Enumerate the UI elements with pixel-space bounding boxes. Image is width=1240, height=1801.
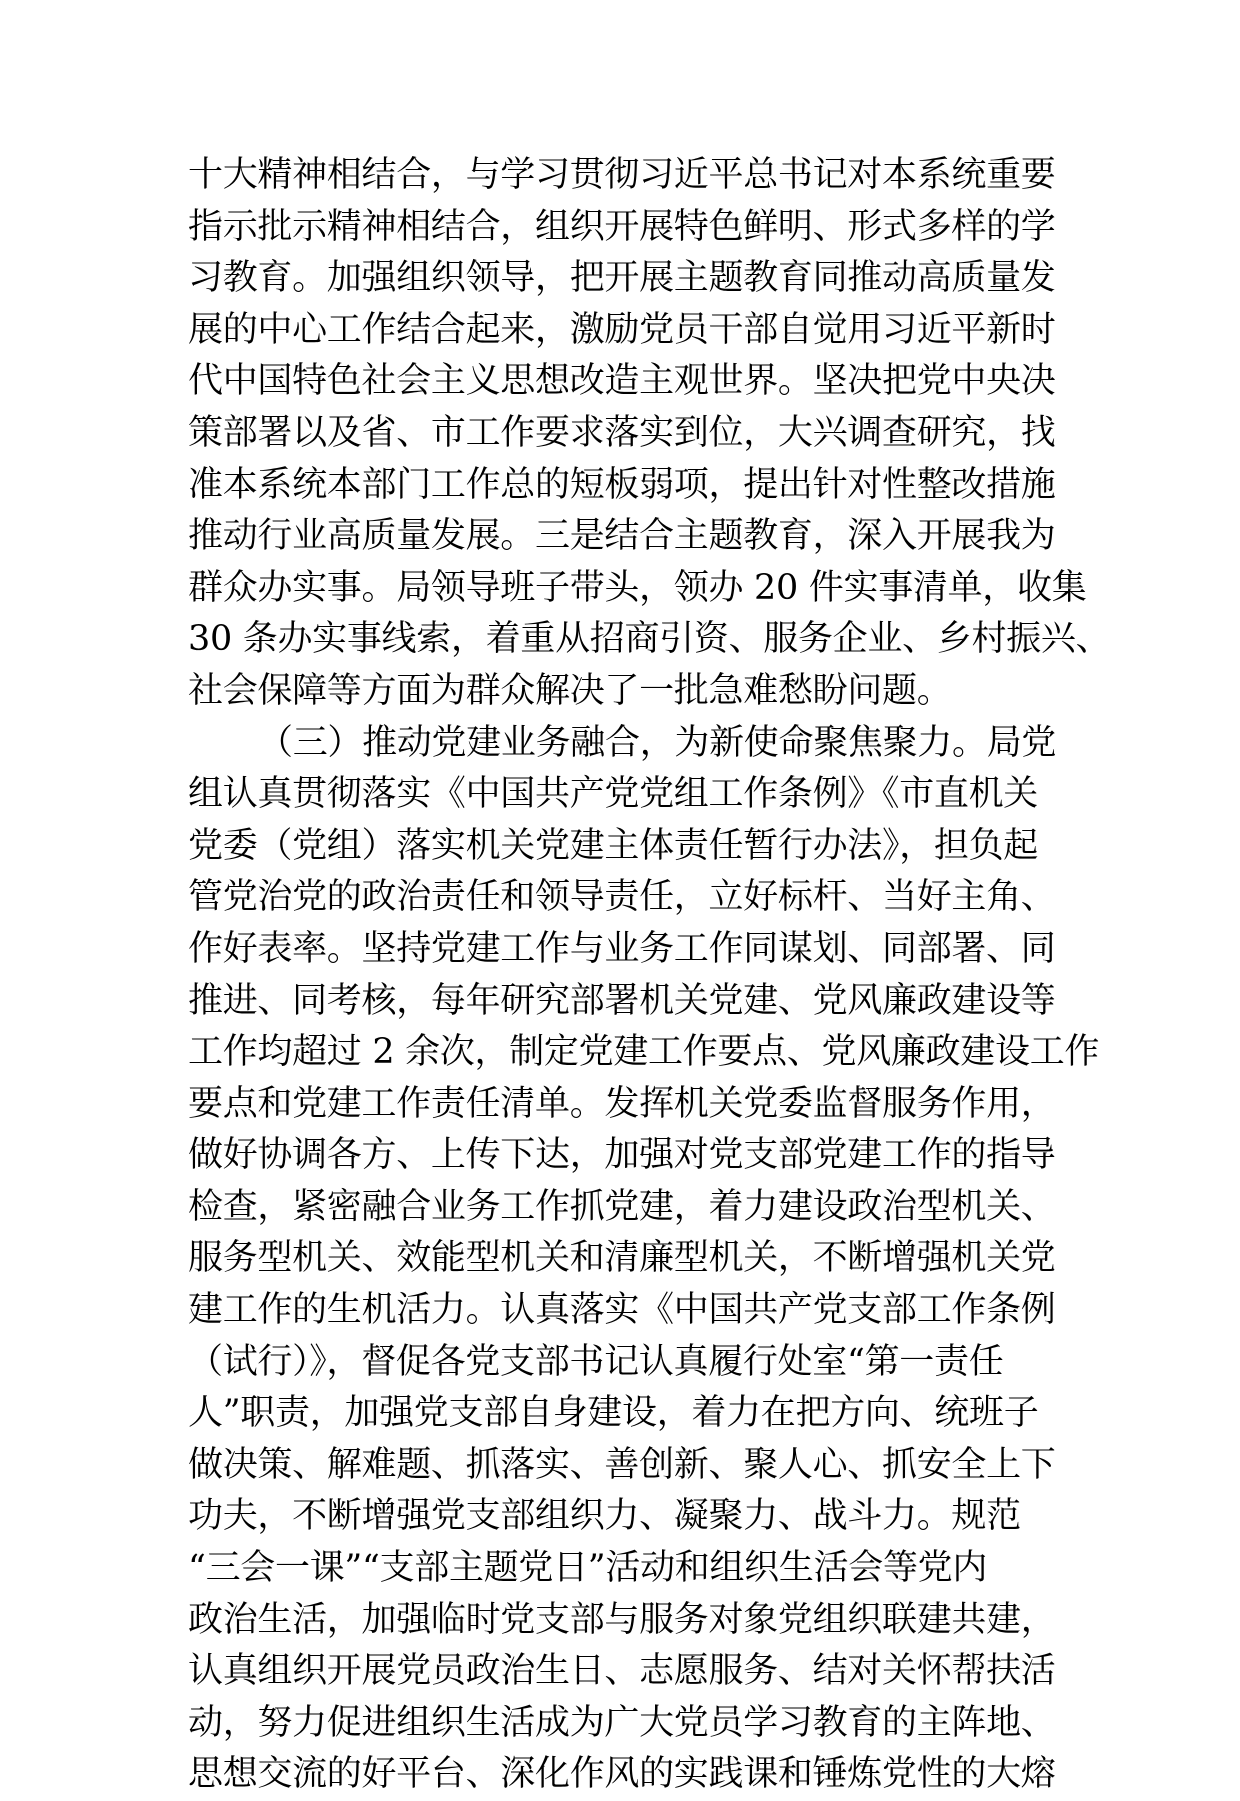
body-text xyxy=(188,150,1111,1801)
text-line: 动，努力促进组织生活成为广大党员学习教育的主阵地、 xyxy=(188,1702,1056,1743)
text-line: 推进、同考核，每年研究部署机关党建、党风廉政建设等 xyxy=(188,980,1056,1021)
text-line: 做好协调各方、上传下达，加强对党支部党建工作的指导 xyxy=(188,1135,1056,1176)
text-line: 群众办实事。局领导班子带头，领办 20 件实事清单，收集 xyxy=(188,567,1087,608)
text-line: 工作均超过 2 余次，制定党建工作要点、党风廉政建设工作 xyxy=(188,1032,1100,1073)
section-heading-line: （三）推动党建业务融合，为新使命聚焦聚力。局党 xyxy=(258,722,1057,763)
text-line: 展的中心工作结合起来，激励党员干部自觉用习近平新时 xyxy=(188,309,1056,350)
text-line: 组认真贯彻落实《中国共产党党组工作条例》《市直机关 xyxy=(188,774,1039,815)
text-line: 作好表率。坚持党建工作与业务工作同谋划、同部署、同 xyxy=(188,928,1056,969)
text-line: 认真组织开展党员政治生日、志愿服务、结对关怀帮扶活 xyxy=(188,1651,1056,1692)
text-line: 策部署以及省、市工作要求落实到位，大兴调查研究，找 xyxy=(188,412,1056,453)
text-line: 服务型机关、效能型机关和清廉型机关，不断增强机关党 xyxy=(188,1238,1056,1279)
text-line: 检查，紧密融合业务工作抓党建，着力建设政治型机关、 xyxy=(188,1186,1056,1227)
text-line: 代中国特色社会主义思想改造主观世界。坚决把党中央决 xyxy=(188,361,1056,402)
text-line: 做决策、解难题、抓落实、善创新、聚人心、抓安全上下 xyxy=(188,1444,1056,1485)
text-line: 政治生活，加强临时党支部与服务对象党组织联建共建， xyxy=(188,1599,1056,1640)
text-line: 管党治党的政治责任和领导责任，立好标杆、当好主角、 xyxy=(188,877,1056,918)
text-line: 思想交流的好平台、深化作风的实践课和锤炼党性的大熔 xyxy=(188,1754,1056,1795)
text-line: 十大精神相结合，与学习贯彻习近平总书记对本系统重要 xyxy=(188,155,1056,195)
text-line: 功夫，不断增强党支部组织力、凝聚力、战斗力。规范 xyxy=(188,1496,1021,1537)
text-line: 推动行业高质量发展。三是结合主题教育，深入开展我为 xyxy=(188,516,1056,557)
text-line: 党委（党组）落实机关党建主体责任暂行办法》，担负起 xyxy=(188,825,1039,866)
text-line: 人”职责，加强党支部自身建设，着力在把方向、统班子 xyxy=(188,1393,1039,1434)
text-line: 指示批示精神相结合，组织开展特色鲜明、形式多样的学 xyxy=(188,206,1056,247)
text-line: 30 条办实事线索，着重从招商引资、服务企业、乡村振兴、 xyxy=(188,619,1111,660)
text-line: 准本系统本部门工作总的短板弱项，提出针对性整改措施 xyxy=(188,464,1056,505)
text-line: 社会保障等方面为群众解决了一批急难愁盼问题。 xyxy=(188,670,952,711)
text-line: （试行）》，督促各党支部书记认真履行处室“第一责任 xyxy=(188,1341,1004,1382)
text-line: 习教育。加强组织领导，把开展主题教育同推动高质量发 xyxy=(188,258,1056,299)
text-line: 要点和党建工作责任清单。发挥机关党委监督服务作用， xyxy=(188,1083,1056,1124)
text-line: “三会一课”“支部主题党日”活动和组织生活会等党内 xyxy=(188,1548,988,1589)
text-line: 建工作的生机活力。认真落实《中国共产党支部工作条例 xyxy=(188,1290,1056,1331)
